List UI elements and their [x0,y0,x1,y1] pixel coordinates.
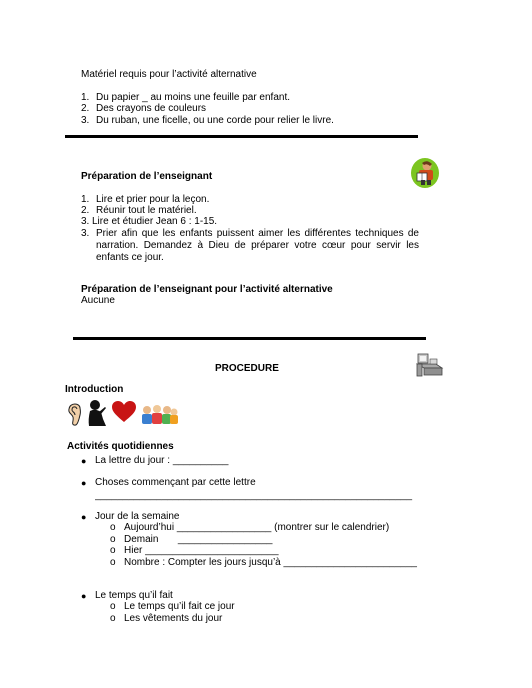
prep-alt-heading: Préparation de l’enseignant pour l’activité alternative [81,284,333,295]
daily-letter: La lettre du jour : __________ [95,455,229,466]
weekday-item-today: Aujourd’hui _________________ (montrer sur le calendrier) [124,522,390,533]
daily-weekday: Jour de la semaine [95,511,180,522]
daily-heading: Activités quotidiennes [67,441,174,452]
weather-item-clothes: Les vêtements du jour [124,613,223,624]
prep-num-4: 3. [81,228,90,239]
prep-item-3: Lire et étudier Jean 6 : 1-15. [92,216,218,227]
introduction-heading: Introduction [65,384,124,395]
desk-icon [416,352,444,378]
sub-bullet-circle: o [110,534,116,545]
prep-item-4: Prier afin que les enfants puissent aimer les différentes techniques de narration. Demandez à Dieu de préparer votre cœur pour servir les enfants ce jour. [96,228,419,263]
bullet-dot: ● [81,591,87,601]
sub-bullet-circle: o [110,522,116,533]
sub-bullet-circle: o [110,601,116,612]
ear-icon [66,402,84,426]
prep-heading: Préparation de l’enseignant [81,171,213,182]
bullet-dot: ● [81,456,87,466]
procedure-title: PROCEDURE [215,363,279,374]
weekday-item-tomorrow: Demain _________________ [124,534,273,545]
materials-num-2: 2. [81,103,90,114]
teacher-reading-icon [410,157,440,189]
praying-person-icon [86,399,108,427]
materials-num-3: 3. [81,115,90,126]
section-divider-1 [65,135,418,138]
sub-bullet-circle: o [110,545,116,556]
prep-item-2: Réunir tout le matériel. [96,205,197,216]
materials-item-1: Du papier _ au moins une feuille par enfant. [96,92,291,103]
heart-icon [111,401,137,423]
weather-item-today: Le temps qu’il fait ce jour [124,601,235,612]
materials-item-2: Des crayons de couleurs [96,103,207,114]
children-group-icon [140,404,180,426]
daily-weather: Le temps qu’il fait [95,590,173,601]
materials-num-1: 1. [81,92,90,103]
prep-num-1: 1. [81,194,90,205]
sub-bullet-circle: o [110,613,116,624]
prep-num-3: 3. [81,216,90,227]
bullet-dot: ● [81,478,87,488]
section-divider-2 [73,337,426,340]
materials-heading: Matériel requis pour l’activité alternative [81,69,257,80]
bullet-dot: ● [81,512,87,522]
materials-item-3: Du ruban, une ficelle, ou une corde pour relier le livre. [96,115,334,126]
daily-things: Choses commençant par cette lettre [95,477,256,488]
prep-alt-value: Aucune [81,295,115,306]
daily-things-line: _________________________________________________________ [95,490,413,501]
prep-item-1: Lire et prier pour la leçon. [96,194,210,205]
weekday-item-count: Nombre : Compter les jours jusqu’à ________________________ [124,557,417,568]
prep-num-2: 2. [81,205,90,216]
sub-bullet-circle: o [110,557,116,568]
weekday-item-yesterday: Hier ________________________ [124,545,279,556]
